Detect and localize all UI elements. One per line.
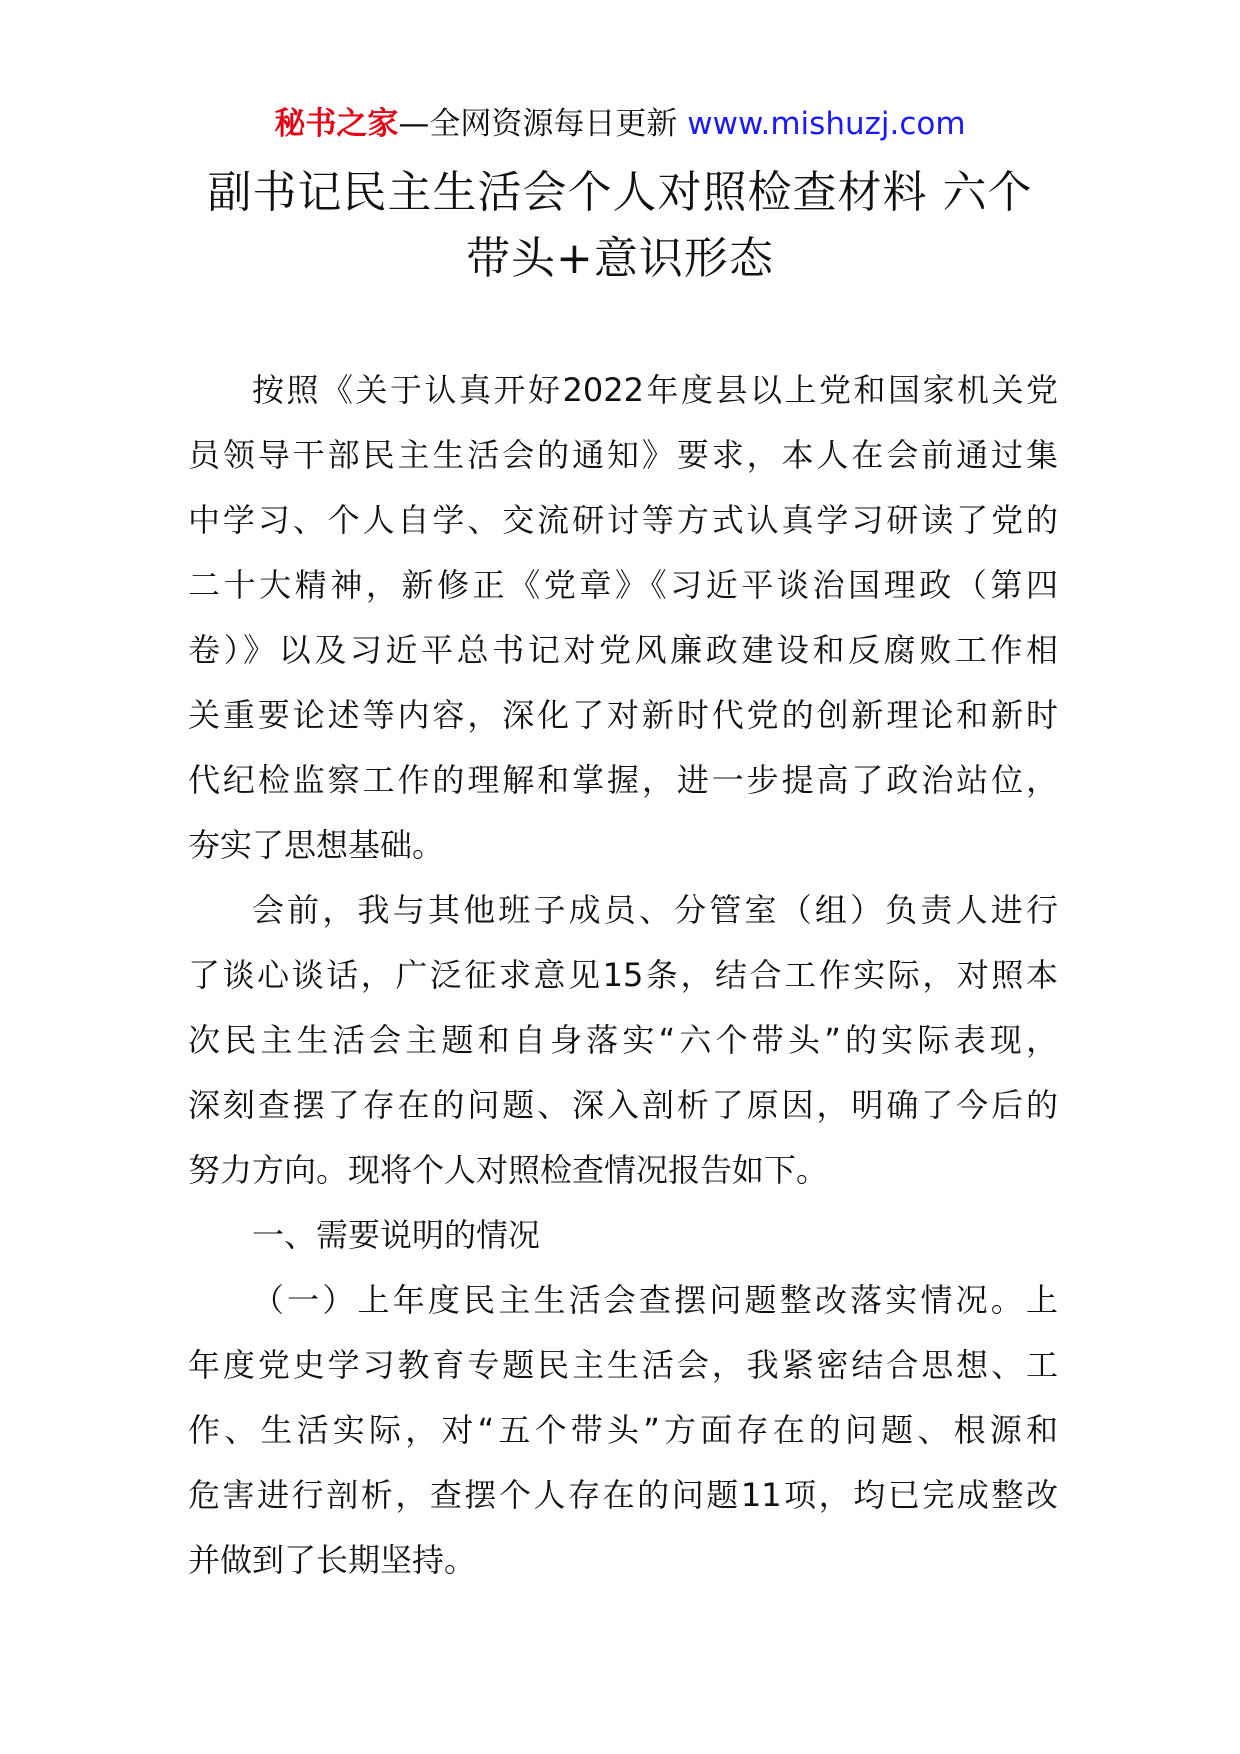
text-line: 代纪检监察工作的理解和掌握，进一步提高了政治站位， xyxy=(188,761,1058,799)
text-line: 二十大精神，新修正《党章》《习近平谈治国理政（第四 xyxy=(188,566,1058,604)
text-line: 年度党史学习教育专题民主生活会，我紧密结合思想、工 xyxy=(188,1346,1058,1384)
text-line: 作、生活实际，对“五个带头”方面存在的问题、根源和 xyxy=(188,1411,1058,1449)
document-title xyxy=(150,160,1090,292)
text-line: 夯实了思想基础。 xyxy=(188,826,445,864)
text-line: 中学习、个人自学、交流研讨等方式认真学习研读了党的 xyxy=(188,501,1058,539)
text-line: （一）上年度民主生活会查摆问题整改落实情况。上 xyxy=(252,1281,1058,1319)
site-url-link[interactable]: www.mishuzj.com xyxy=(687,106,966,142)
title-line-1: 副书记民主生活会个人对照检查材料 六个 xyxy=(207,167,1033,218)
brand-name: 秘书之家 xyxy=(274,106,399,142)
text-line: 努力方向。现将个人对照检查情况报告如下。 xyxy=(188,1151,829,1189)
text-line: 关重要论述等内容，深化了对新时代党的创新理论和新时 xyxy=(188,696,1058,734)
section-heading xyxy=(188,1203,1058,1268)
title-line-2: 带头+意识形态 xyxy=(466,233,774,284)
text-line: 一、需要说明的情况 xyxy=(252,1216,541,1254)
text-line: 了谈心谈话，广泛征求意见15条，结合工作实际，对照本 xyxy=(188,956,1058,994)
text-line: 次民主生活会主题和自身落实“六个带头”的实际表现， xyxy=(188,1021,1058,1059)
paragraph-preparation xyxy=(188,878,1058,1203)
paragraph-rectification xyxy=(188,1268,1058,1593)
text-line: 卷）》以及习近平总书记对党风廉政建设和反腐败工作相 xyxy=(188,631,1058,669)
text-line: 按照《关于认真开好2022年度县以上党和国家机关党 xyxy=(252,371,1058,409)
document-body xyxy=(188,358,1058,1593)
text-line: 员领导干部民主生活会的通知》要求，本人在会前通过集 xyxy=(188,436,1058,474)
site-header xyxy=(0,102,1240,146)
text-line: 会前，我与其他班子成员、分管室（组）负责人进行 xyxy=(252,891,1058,929)
paragraph-intro xyxy=(188,358,1058,878)
text-line: 并做到了长期坚持。 xyxy=(188,1541,477,1579)
text-line: 深刻查摆了存在的问题、深入剖析了原因，明确了今后的 xyxy=(188,1086,1058,1124)
header-tagline: —全网资源每日更新 xyxy=(398,106,688,142)
text-line: 危害进行剖析，查摆个人存在的问题11项，均已完成整改 xyxy=(188,1476,1058,1514)
